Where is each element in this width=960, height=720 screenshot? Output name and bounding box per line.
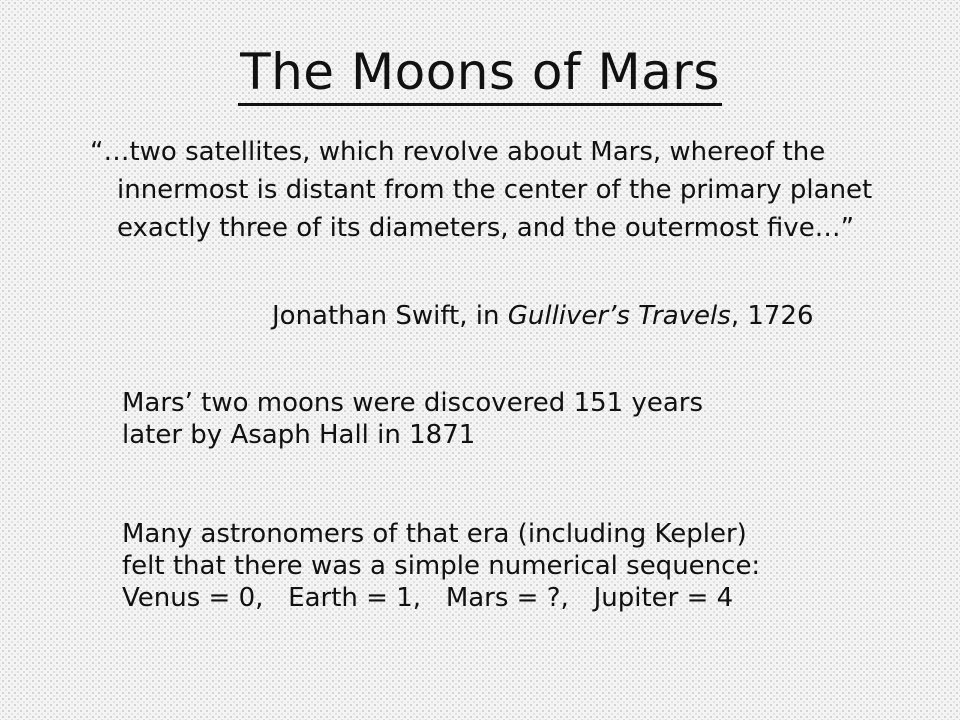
sequence-line-2: felt that there was a simple numerical sequence: — [122, 551, 761, 581]
attribution-work-title: Gulliver’s Travels — [507, 301, 731, 331]
attribution-author: Jonathan Swift, in — [272, 301, 508, 331]
sequence-line-1: Many astronomers of that era (including Kepler) — [122, 519, 747, 549]
discovery-line-2: later by Asaph Hall in 1871 — [122, 420, 476, 450]
discovery-line-1: Mars’ two moons were discovered 151 years — [122, 388, 704, 418]
discovery-paragraph — [122, 387, 902, 451]
sequence-paragraph — [122, 518, 902, 614]
swift-quote: “…two satellites, which revolve about Mars, whereof the innermost is distant from the center of the primary planet exactly three of its diameters, and the outermost five…” — [90, 137, 873, 243]
slide-title: The Moons of Mars — [238, 43, 722, 106]
quote-attribution — [272, 297, 932, 335]
sequence-line-3: Venus = 0, Earth = 1, Mars = ?, Jupiter = 4 — [122, 583, 734, 613]
attribution-year: , 1726 — [730, 301, 814, 331]
slide-title-container — [0, 40, 960, 106]
